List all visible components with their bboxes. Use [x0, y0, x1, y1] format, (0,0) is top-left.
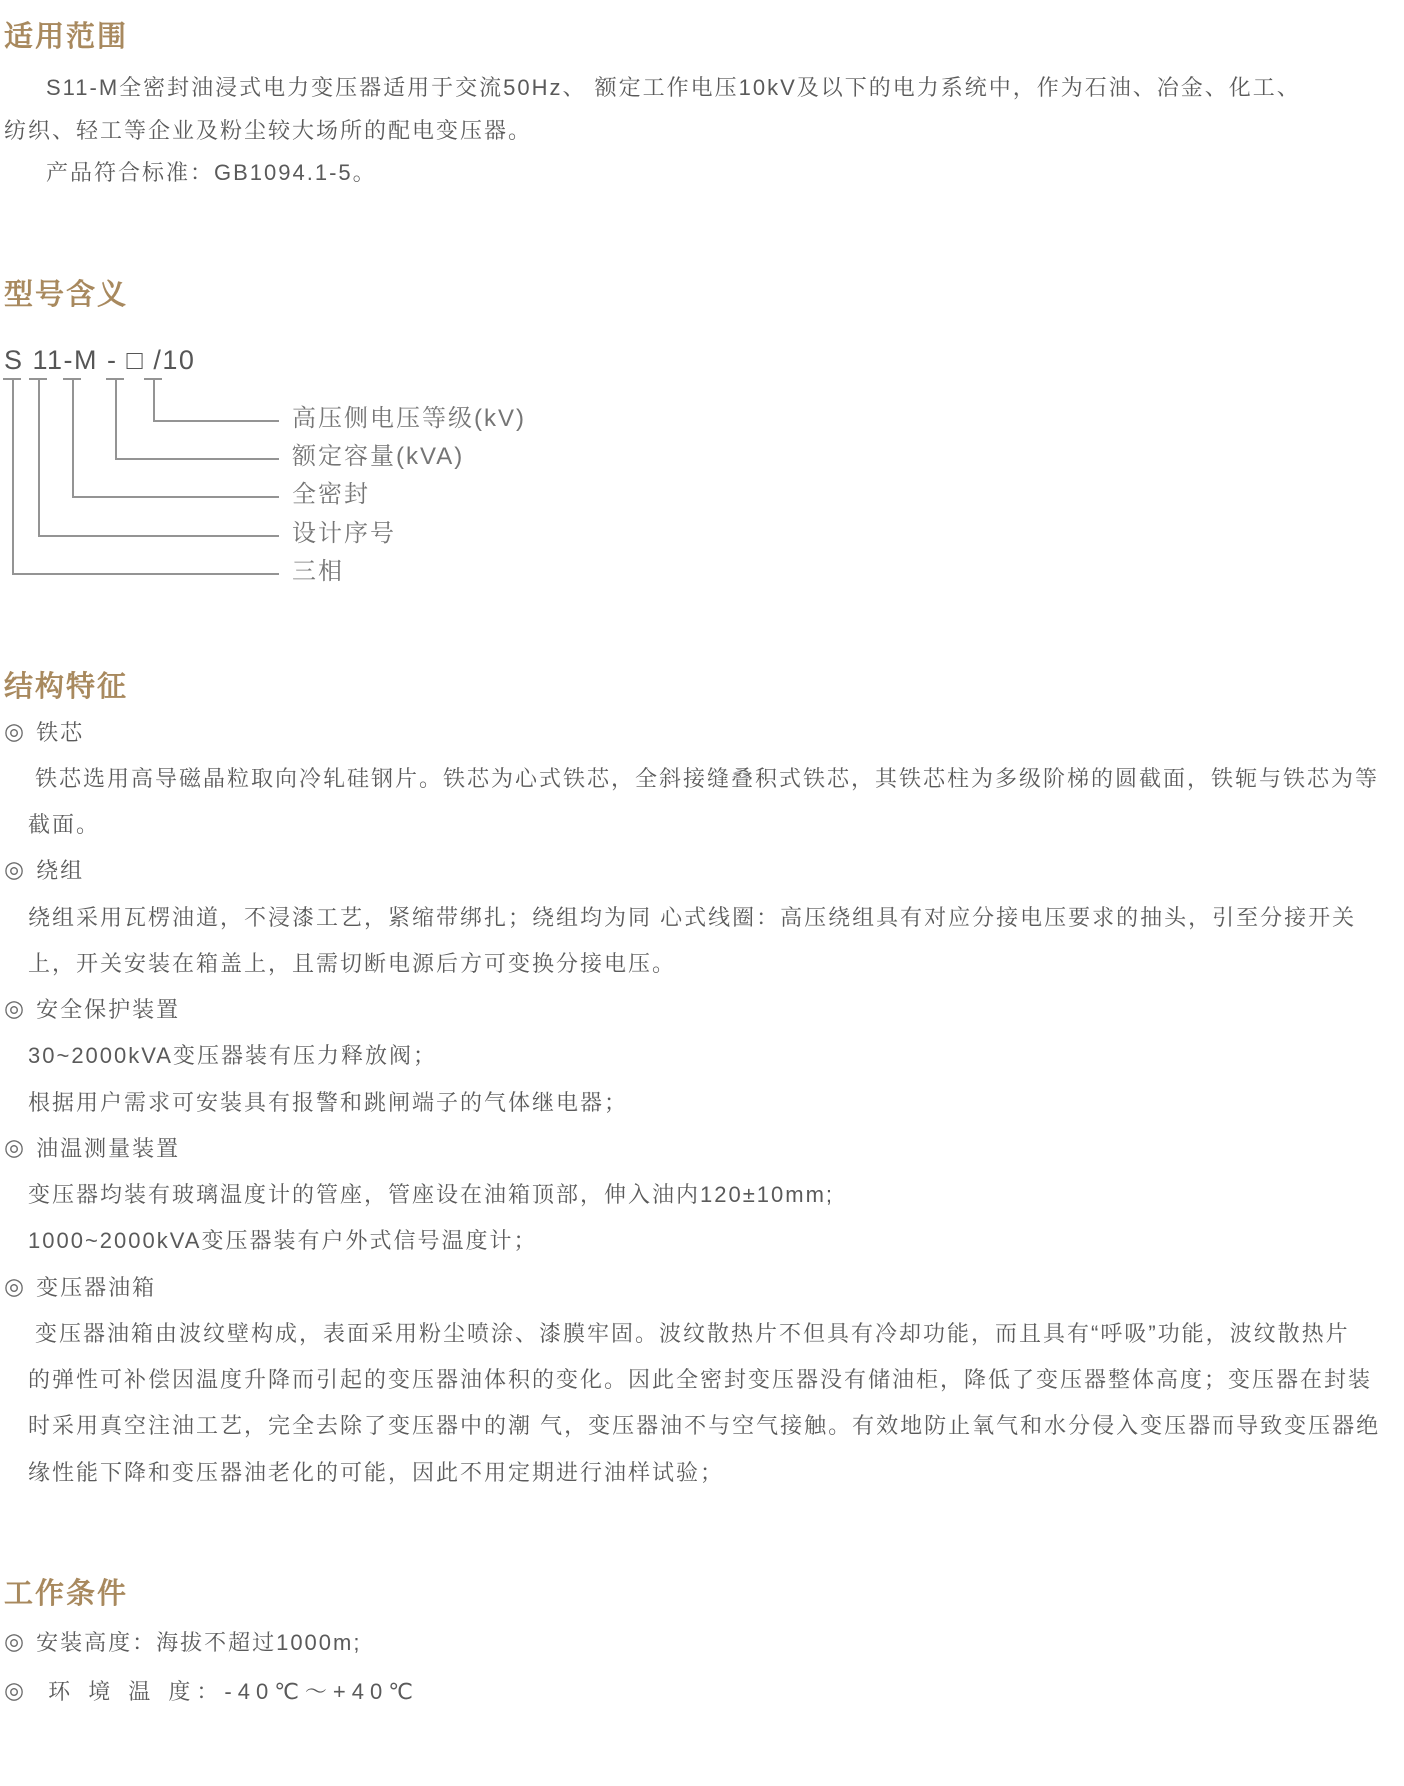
diagram-label-capacity: 额定容量(kVA): [292, 443, 465, 470]
structure-feature-list: [4, 708, 1402, 1494]
section-heading-conditions: 工作条件: [4, 1578, 129, 1610]
bullet-line-safety: ◎ 安全保护装置: [4, 995, 181, 1023]
text-line: 上，开关安装在箱盖上，且需切断电源后方可变换分接电压。: [28, 950, 677, 976]
scope-standard-line: 产品符合标准：GB1094.1-5。: [46, 160, 377, 185]
condition-line-altitude: ◎ 安装高度：海拔不超过1000m;: [4, 1628, 362, 1655]
scope-paragraph-line: 纺织、轻工等企业及粉尘较大场所的配电变压器。: [4, 118, 533, 143]
bullet-line-oil-tank: ◎ 变压器油箱: [4, 1272, 157, 1300]
double-ring-bullet-icon: ◎: [4, 856, 25, 883]
text-line: 的弹性可补偿因温度升降而引起的变压器油体积的变化。因此全密封变压器没有储油柜，降低了变压器整体高度；变压器在封装: [28, 1367, 1373, 1393]
double-ring-bullet-icon: ◎: [4, 717, 25, 744]
connector-line-phase: [12, 379, 279, 575]
diagram-label-design: 设计序号: [292, 520, 396, 547]
model-number-diagram: [4, 345, 764, 595]
double-ring-bullet-icon: ◎: [4, 1133, 25, 1160]
section-heading-scope: 适用范围: [4, 21, 129, 53]
section-heading-model: 型号含义: [4, 279, 129, 311]
text-line: 变压器均装有玻璃温度计的管座，管座设在油箱顶部，伸入油内120±10mm;: [28, 1182, 835, 1208]
diagram-label-phase: 三相: [292, 558, 344, 585]
condition-line-temperature: ◎ 环 境 温 度：-40℃～+40℃: [4, 1677, 419, 1704]
text-line: 根据用户需求可安装具有报警和跳闸端子的气体继电器；: [28, 1089, 629, 1115]
text-line: 绕组采用瓦楞油道，不浸漆工艺，紧缩带绑扎；绕组均为同 心式线圈：高压绕组具有对应分接电压要求的抽头，引至分接开关: [28, 904, 1357, 930]
text-line: 变压器油箱由波纹壁构成，表面采用粉尘喷涂、漆膜牢固。波纹散热片不但具有冷却功能，而且具有“呼吸”功能，波纹散热片: [35, 1320, 1350, 1346]
diagram-label-voltage: 高压侧电压等级(kV): [292, 405, 526, 432]
text-line: 截面。: [28, 812, 101, 838]
double-ring-bullet-icon: ◎: [4, 995, 25, 1022]
bullet-line-core: ◎ 铁芯: [4, 717, 85, 745]
double-ring-bullet-icon: ◎: [4, 1628, 25, 1654]
text-line: 缘性能下降和变压器油老化的可能，因此不用定期进行油样试验；: [28, 1459, 725, 1485]
bullet-line-winding: ◎ 绕组: [4, 856, 85, 884]
text-line: 1000~2000kVA变压器装有户外式信号温度计；: [28, 1228, 538, 1254]
double-ring-bullet-icon: ◎: [4, 1677, 25, 1703]
scope-paragraph-line: S11-M全密封油浸式电力变压器适用于交流50Hz、 额定工作电压10kV及以下的电力系统中，作为石油、冶金、化工、: [46, 75, 1301, 100]
text-line: 30~2000kVA变压器装有压力释放阀；: [28, 1043, 437, 1069]
model-number-string: S 11-M - □ /10: [4, 345, 196, 375]
double-ring-bullet-icon: ◎: [4, 1272, 25, 1299]
text-line: 铁芯选用高导磁晶粒取向冷轧硅钢片。铁芯为心式铁芯，全斜接缝叠积式铁芯，其铁芯柱为多级阶梯的圆截面，铁轭与铁芯为等: [35, 765, 1380, 791]
section-heading-structure: 结构特征: [4, 671, 129, 703]
bullet-line-oil-temp: ◎ 油温测量装置: [4, 1133, 181, 1161]
diagram-label-sealed: 全密封: [292, 481, 370, 508]
text-line: 时采用真空注油工艺，完全去除了变压器中的潮 气，变压器油不与空气接触。有效地防止氧气和水分侵入变压器而导致变压器绝: [28, 1413, 1381, 1439]
